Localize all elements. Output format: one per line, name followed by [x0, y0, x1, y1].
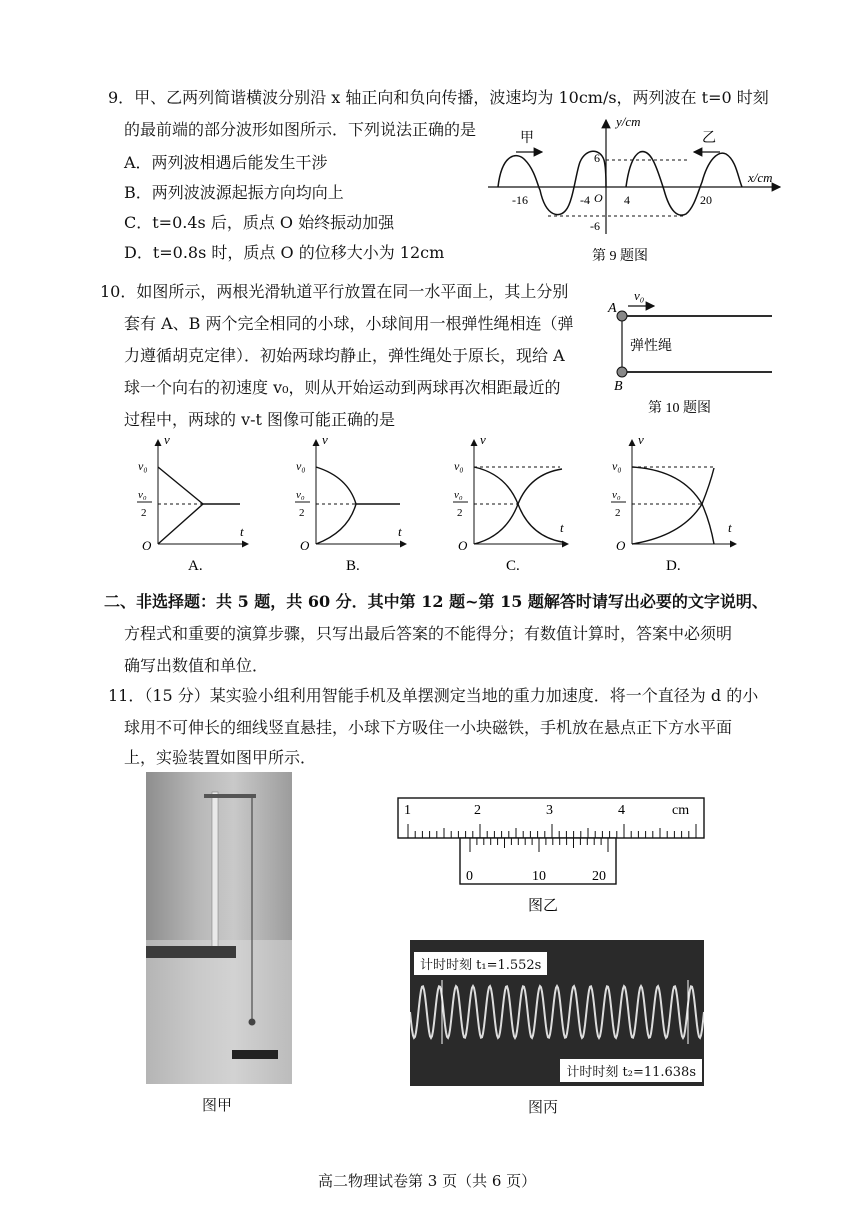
label-t2: 计时时刻 t₂=11.638s [560, 1059, 702, 1082]
label-yi: 乙 [702, 131, 716, 146]
svg-text:t: t [398, 524, 402, 539]
q9-ylabel: y/cm [616, 114, 641, 129]
q9-y-pos: 6 [594, 151, 600, 165]
main-1: 1 [404, 803, 411, 818]
vernier-0: 0 [466, 869, 473, 884]
graph-a [137, 432, 248, 574]
ball-a [617, 311, 627, 321]
label-jia: 甲 [520, 131, 534, 146]
svg-text:A.: A. [188, 558, 203, 574]
svg-text:t: t [240, 524, 244, 539]
q9-option-b: B．两列波波源起振方向均向上 [124, 183, 344, 202]
svg-text:O: O [142, 538, 152, 553]
svg-text:2: 2 [457, 507, 463, 519]
table-edge [146, 946, 236, 958]
q10-line2: 套有 A、B 两个完全相同的小球，小球间用一根弹性绳相连（弹 [124, 314, 574, 333]
q9-caption: 第 9 题图 [592, 249, 648, 262]
graph-b [295, 432, 406, 574]
q10-caption: 第 10 题图 [648, 401, 711, 416]
svg-text:2: 2 [299, 507, 305, 519]
q9-option-c: C．t=0.4s 后，质点 O 始终振动加强 [124, 213, 395, 232]
section2-line3: 确写出数值和单位． [124, 656, 269, 675]
phone [232, 1050, 278, 1059]
main-unit: cm [672, 803, 690, 818]
fig-jia-photo [146, 772, 292, 1084]
graph-d [611, 432, 736, 574]
graph-c [453, 432, 568, 574]
svg-text:O: O [300, 538, 310, 553]
svg-text:2: 2 [615, 507, 621, 519]
q11-line1: 11．（15 分）某实验小组利用智能手机及单摆测定当地的重力加速度．将一个直径为 d 的小 [108, 686, 759, 705]
label-rope: 弹性绳 [630, 339, 672, 354]
svg-text:t: t [728, 520, 732, 535]
svg-text:v₀: v₀ [138, 459, 148, 473]
pendulum-apparatus [146, 772, 292, 1084]
pendulum-ball [249, 1019, 256, 1026]
fig-bing-caption: 图丙 [528, 1098, 559, 1116]
q10-rail-figure [600, 282, 780, 422]
svg-text:t: t [560, 520, 564, 535]
label-a: A [608, 301, 617, 316]
fig-yi-vernier [396, 792, 708, 920]
q10-vt-graphs [128, 432, 768, 580]
fig-bing-screen [410, 940, 704, 1086]
stand-arm [204, 794, 256, 798]
label-b: B [614, 379, 623, 394]
q11-line3: 上，实验装置如图甲所示． [124, 748, 317, 767]
label-t1: 计时时刻 t₁=1.552s [414, 952, 547, 975]
q10-line4: 球一个向右的初速度 v₀，则从开始运动到两球再次相距最近的 [124, 378, 561, 397]
q10-line1: 10．如图所示，两根光滑轨道平行放置在同一水平面上，其上分别 [100, 282, 569, 301]
q9-tick-20: 20 [700, 193, 712, 207]
ball-b [617, 367, 627, 377]
q9-tick-4: 4 [624, 193, 630, 207]
label-v0: v₀ [634, 288, 645, 303]
q11-line2: 球用不可伸长的细线竖直悬挂，小球下方吸住一小块磁铁，手机放在悬点正下方水平面 [124, 718, 733, 737]
svg-text:v₀: v₀ [454, 489, 463, 501]
svg-text:O: O [458, 538, 468, 553]
svg-text:v: v [638, 432, 644, 447]
fig-yi-caption: 图乙 [528, 898, 559, 914]
q9-stem-line2: 的最前端的部分波形如图所示．下列说法正确的是 [124, 120, 477, 139]
vernier-20: 20 [592, 869, 606, 884]
main-4: 4 [618, 803, 625, 818]
svg-text:v₀: v₀ [612, 459, 622, 473]
q9-y-neg: -6 [590, 219, 600, 233]
q9-option-a: A．两列波相遇后能发生干涉 [124, 153, 328, 172]
svg-text:O: O [616, 538, 626, 553]
svg-text:v₀: v₀ [454, 459, 464, 473]
waveform-trace [410, 986, 704, 1038]
page-footer: 高二物理试卷第 3 页（共 6 页） [318, 1172, 537, 1190]
vernier-10: 10 [532, 869, 546, 884]
q9-origin: O [594, 191, 603, 205]
main-3: 3 [546, 803, 553, 818]
svg-text:v₀: v₀ [296, 489, 305, 501]
svg-text:v: v [164, 432, 170, 447]
svg-text:C.: C. [506, 558, 520, 574]
q9-option-d: D．t=0.8s 时，质点 O 的位移大小为 12cm [124, 243, 445, 262]
q9-xlabel: x/cm [748, 170, 773, 185]
svg-text:v: v [480, 432, 486, 447]
wave-yi [626, 152, 742, 216]
q10-line5: 过程中，两球的 v-t 图像可能正确的是 [124, 410, 396, 429]
svg-text:2: 2 [141, 507, 147, 519]
main-2: 2 [474, 803, 481, 818]
svg-text:D.: D. [666, 558, 681, 574]
stand-rod [212, 792, 218, 952]
q9-tick-neg16: -16 [512, 193, 528, 207]
q9-wave-figure [480, 112, 790, 262]
fig-jia-caption: 图甲 [202, 1096, 233, 1114]
svg-text:v₀: v₀ [296, 459, 306, 473]
svg-text:B.: B. [346, 558, 360, 574]
svg-text:v₀: v₀ [138, 489, 147, 501]
svg-text:v₀: v₀ [612, 489, 621, 501]
svg-text:v: v [322, 432, 328, 447]
section2-line2: 方程式和重要的演算步骤，只写出最后答案的不能得分；有数值计算时，答案中必须明 [124, 624, 733, 643]
q9-tick-neg4: -4 [580, 193, 590, 207]
section2-line1: 二、非选择题：共 5 题，共 60 分．其中第 12 题~第 15 题解答时请写出必要的文字说明、 [104, 592, 768, 611]
q9-stem-line1: 9．甲、乙两列简谐横波分别沿 x 轴正向和负向传播，波速均为 10cm/s，两列波在 t=0 时刻 [108, 88, 769, 107]
q10-line3: 力遵循胡克定律）．初始两球均静止，弹性绳处于原长，现给 A [124, 346, 565, 365]
